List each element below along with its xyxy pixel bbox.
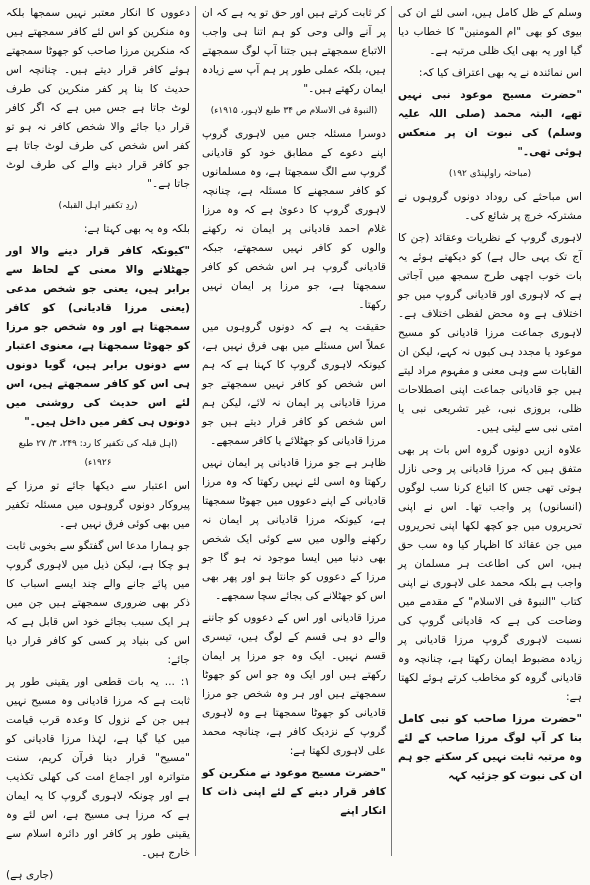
citation: (اہل قبلہ کی تکفیر کا رد: ۲۴۹، ۳/ ۲۷ طبع ۱۹۲۶ء) [18, 439, 178, 468]
column-divider [391, 6, 392, 856]
citation: (ردِ تکفیر اہل القبلہ) [58, 201, 138, 211]
paragraph: جو ہمارا مدعا اس گفتگو سے بخوبی ثابت ہو چکا ہے، لیکن ذیل میں لاہوری گروپ میں پائے جانے والے چند ایسے اسباب کا ذکر بھی ضروری سمجھتے ہیں جن میں ہر ایک سبب بجائے خود اس قابل ہے کہ اس کی بنیاد پر کسی کو کافر قرار دیا جائے: [6, 540, 190, 666]
paragraph: (جاری ہے) [6, 869, 54, 881]
paragraph: اس مباحثے کی روداد دونوں گروہوں نے مشترکہ خرچ پر شائع کی۔ [398, 191, 582, 222]
paragraph: ظاہر ہے جو مرزا قادیانی پر ایمان نہیں رکھتا وہ اسی لئے نہیں رکھتا کہ وہ مرزا قادیانی کے اپنے دعووں میں جھوٹا سمجھتا ہے، کیونکہ مرزا قادیانی پر ایمان نہ رکھنے والوں میں سے کوئی ایک شخص بھی دنیا میں ایسا موجود نہ ہو گا جو مرزا کے دعووں کو جانتا ہو اور پھر بھی اس کو جھٹلانے کی بجائے سچا سمجھے۔ [202, 457, 386, 602]
column-left [6, 4, 190, 881]
quotation: "حضرت مسیح موعود نبی نہیں تھے، البتہ محمد (صلی اللہ علیہ وسلم) کی نبوت ان پر منعکس ہوئی تھی۔" [398, 89, 582, 158]
paragraph: دوسرا مسئلہ جس میں لاہوری گروپ اپنے دعوے کے مطابق خود کو قادیانی گروپ سے الگ سمجھتا ہے، وہ مسلمانوں کو کافر سمجھنے کا مسئلہ ہے، چنانچہ لاہوری گروپ کا دعویٰ ہے کہ وہ مرزا غلام احمد قادیانی پر ایمان نہ رکھنے والوں کو کافر نہیں سمجھتے، جبکہ قادیانی گروپ ہر اس شخص کو کافر سمجھتا ہے، جو مرزا پر ایمان نہیں رکھتا۔ [202, 128, 386, 311]
paragraph: علاوہ ازیں دونوں گروہ اس بات پر بھی متفق ہیں کہ مرزا قادیانی پر وحی نازل ہوتی تھی جس کا اتباع کرنا سب لوگوں (انسانوں) پر واجب تھا۔ اس نے اپنی تحریروں میں جو کچھ لکھا اپنی تحریروں میں جن عقائد کا اظہار کیا وہ سب حق ہیں، اس کی اطاعت ہر مسلمان پر واجب ہے بلکہ محمد علی لاہوری نے اپنی کتاب "النبوۃ فی الاسلام" کے مقدمے میں وضاحت کی ہے کہ قادیانی گروپ کی نسبت لاہوری گروپ مرزا قادیانی پر زیادہ مضبوط ایمان رکھتا ہے، چنانچہ وہ قادیانی گروہ کو مخاطب کرتے ہوئے لکھتا ہے: [398, 444, 582, 703]
quotation: "حضرت مسیح موعود نے منکرین کو کافر قرار دینے کے لئے اپنی ذات کا انکار اپنے [202, 767, 386, 817]
citation: (النبوۃ فی الاسلام ص ۳۴ طبع لاہور، ۱۹۱۵ء) [210, 106, 378, 116]
paragraph: اس اعتبار سے دیکھا جائے تو مرزا کے پیروکار دونوں گروہوں میں مسئلہ تکفیر میں بھی کوئی فرق نہیں ہے۔ [6, 480, 190, 530]
column-middle [202, 4, 386, 859]
paragraph: ۱: ... یہ بات قطعی اور یقینی طور پر ثابت ہے کہ مرزا قادیانی وہ مسیح نہیں ہیں جن کے نزول کا وعدہ قرب قیامت میں کیا گیا ہے، لہٰذا مرزا قادیانی کو "مسیح" قرار دینا قرآن کریم، سنت متواترہ اور اجماع امت کی کھلی تکذیب ہے اور چونکہ لاہوری گروپ کا یہ ایمان ہے کہ مرزا ہی مسیح ہے، اس لئے وہ یقینی طور پر کافر اور دائرہ اسلام سے خارج ہیں۔ [6, 676, 190, 859]
paragraph: اس نمائندہ نے یہ بھی اعتراف کیا کہ: [418, 67, 582, 79]
paragraph: دعووں کا انکار معتبر نہیں سمجھا بلکہ وہ منکرین کو اس لئے کافر سمجھتے ہیں کہ منکرین مرزا صاحب کو جھوٹا سمجھتے ہوئے کافر قرار دیتے ہیں۔ چنانچہ اس حدیث کا بنا پر کفر منکرین کی طرف لوٹ جاتا ہے جس میں ہے کہ اگر کافر قرار دیا جائے والا شخص کافر نہ ہو تو کفر اس شخص کی طرف لوٹ جاتا ہے جو کافر قرار دینے والے کی طرف لوٹ جاتا ہے۔" [6, 7, 190, 190]
paragraph: کر ثابت کرتے ہیں اور حق تو یہ ہے کہ ان پر آنے والی وحی کو ہم اتنا ہی واجب الاتباع سمجھتے ہیں جتنا آپ لوگ سمجھتے ہیں، بلکہ عملی طور پر ہم آپ سے زیادہ ایمان رکھتے ہیں۔" [202, 7, 386, 95]
column-right [398, 4, 582, 859]
quotation: "کیونکہ کافر قرار دینے والا اور جھٹلانے والا معنی کے لحاظ سے برابر ہیں، یعنی جو شخص مدعی (یعنی مرزا قادیانی) کو کافر سمجھتا ہے اور وہ شخص جو مرزا کو جھوٹا سمجھتا ہے، معنوی اعتبار سے دونوں برابر ہیں، گویا دونوں ہی اس کو کافر سمجھتے ہیں، اس لئے اس حدیث کی روشنی میں دونوں ہی کفر میں داخل ہیں۔" [6, 245, 190, 428]
quotation: "حضرت مرزا صاحب کو نبی کامل بنا کر آپ لوگ مرزا صاحب کے لئے وہ مرتبہ ثابت نہیں کر سکتے جو ہم ان کی نبوت کو جزئیہ کہہ [398, 713, 582, 782]
column-divider [195, 6, 196, 856]
paragraph: مرزا قادیانی اور اس کے دعووں کو جاننے والے دو ہی قسم کے لوگ ہیں، تیسری قسم نہیں۔ ایک وہ جو مرزا پر ایمان رکھتے ہیں اور ایک وہ جو اس کو جھوٹا سمجھتے ہیں اور ہر وہ شخص جو مرزا قادیانی کو جھوٹا سمجھتا ہے وہ لاہوری گروپ کے نزدیک کافر ہے، چنانچہ محمد علی لاہوری لکھتا ہے: [202, 612, 386, 757]
paragraph: حقیقت یہ ہے کہ دونوں گروہوں میں عملاً اس مسئلے میں بھی فرق نہیں ہے، کیونکہ لاہوری گروپ کا کہنا ہے کہ ہم اس شخص کو کافر نہیں سمجھتے جو مرزا قادیانی پر ایمان نہ لائے، لیکن ہم اس شخص کو کافر قرار دیتے ہیں جو مرزا قادیانی کو جھٹلائے یا کافر سمجھے۔ [202, 321, 386, 447]
paragraph: لاہوری گروپ کے نظریات وعقائد (جن کا آج تک یہی حال ہے) کو دیکھتے ہوئے یہ بات خوب اچھی طرح سمجھ میں آجاتی ہے کہ لاہوری اور قادیانی گروپ میں جو اختلاف ہے وہ محض لفظی اختلاف ہے۔ لاہوری جماعت مرزا قادیانی کو مسیح موعود یا مجدد ہی کیوں نہ کہے، لیکن ان القابات سے وہی معنی و مفہوم مراد لیتے ہیں جو قادیانی جماعت اپنی اصطلاحات ظلی، بروزی نبی، غیر تشریعی نبی یا امتی نبی سے لیتی ہیں۔ [398, 232, 582, 434]
paragraph: وسلم کے ظل کامل ہیں، اسی لئے ان کی بیوی کو بھی "ام المومنین" کا خطاب دیا گیا اور یہ بھی ایک ظلی مرتبہ ہے۔ [398, 7, 582, 57]
citation: (مباحثہ راولپنڈی ۱۹۲) [448, 169, 532, 179]
paragraph: بلکہ وہ یہ بھی کہتا ہے: [83, 223, 190, 235]
